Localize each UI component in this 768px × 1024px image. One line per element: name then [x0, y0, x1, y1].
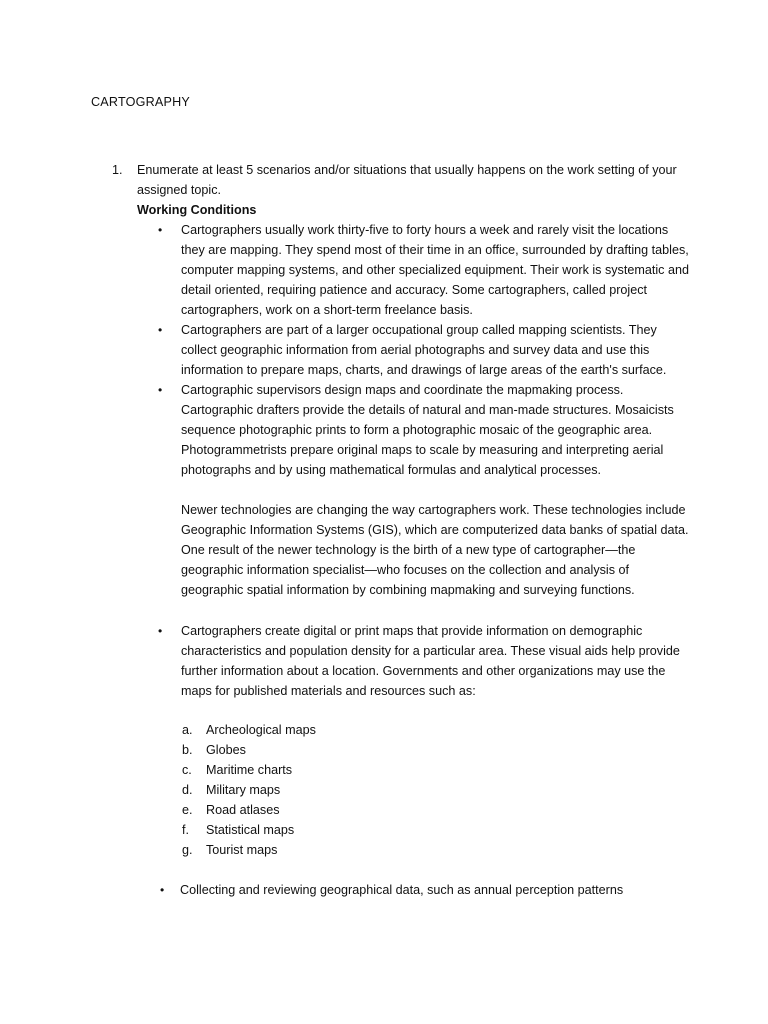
list-letter: c. [182, 763, 192, 777]
question-number: 1. [112, 163, 123, 177]
bullet-icon: • [158, 323, 163, 337]
list-item: Military maps [206, 783, 281, 797]
list-item: Globes [206, 743, 246, 757]
list-item: Road atlases [206, 803, 280, 817]
bullet-icon: • [158, 223, 163, 237]
document-title: CARTOGRAPHY [91, 95, 191, 109]
list-letter: g. [182, 843, 193, 857]
list-item: Maritime charts [206, 763, 293, 777]
bullet-icon: • [158, 383, 163, 397]
list-item: Tourist maps [206, 843, 278, 857]
bullet-item-3: Cartographic supervisors design maps and coordinate the mapmaking process. Cartographic drafters provide the details of natural and man-made structures. Mosaicists sequence photographic prints to form a photographic mosaic of the geographic area. Photogrammetrists prepare original maps to scale by measuring and interpreting aerial photographs and by using mathematical formulas and analytical processes. [181, 383, 674, 477]
bullet-item-3-continued: Newer technologies are changing the way cartographers work. These technologies include Geographic Information Systems (GIS), which are computerized data banks of spatial data. One result of the newer technology is the birth of a new type of cartographer—the geographic information specialist—who focuses on the collection and analysis of geographic spatial information by combining mapmaking and surveying functions. [181, 503, 689, 597]
list-item: Statistical maps [206, 823, 295, 837]
list-letter: d. [182, 783, 193, 797]
bullet-item-2: Cartographers are part of a larger occupational group called mapping scientists. They collect geographic information from aerial photographs and survey data and use this information to prepare maps, charts, and drawings of large areas of the earth's surface. [181, 323, 667, 377]
bullet-item-4: Cartographers create digital or print maps that provide information on demographic characteristics and population density for a particular area. These visual aids help provide further information about a location. Governments and other organizations may use the maps for published materials and resources such as: [181, 624, 680, 698]
question-text: Enumerate at least 5 scenarios and/or situations that usually happens on the work setting of your assigned topic. [137, 163, 677, 197]
list-letter: b. [182, 743, 193, 757]
bullet-icon: • [158, 624, 163, 638]
bullet-icon: • [160, 883, 165, 897]
section-heading: Working Conditions [137, 203, 257, 217]
list-item: Archeological maps [206, 723, 316, 737]
list-letter: e. [182, 803, 193, 817]
bullet-item-1: Cartographers usually work thirty-five to forty hours a week and rarely visit the locations they are mapping. They spend most of their time in an office, surrounded by drafting tables, computer mapping systems, and other specialized equipment. Their work is systematic and detail oriented, requiring patience and accuracy. Some cartographers, called project cartographers, work on a short-term freelance basis. [181, 223, 689, 317]
list-letter: a. [182, 723, 193, 737]
bullet-item-5: Collecting and reviewing geographical data, such as annual perception patterns [180, 883, 624, 897]
list-letter: f. [182, 823, 189, 837]
